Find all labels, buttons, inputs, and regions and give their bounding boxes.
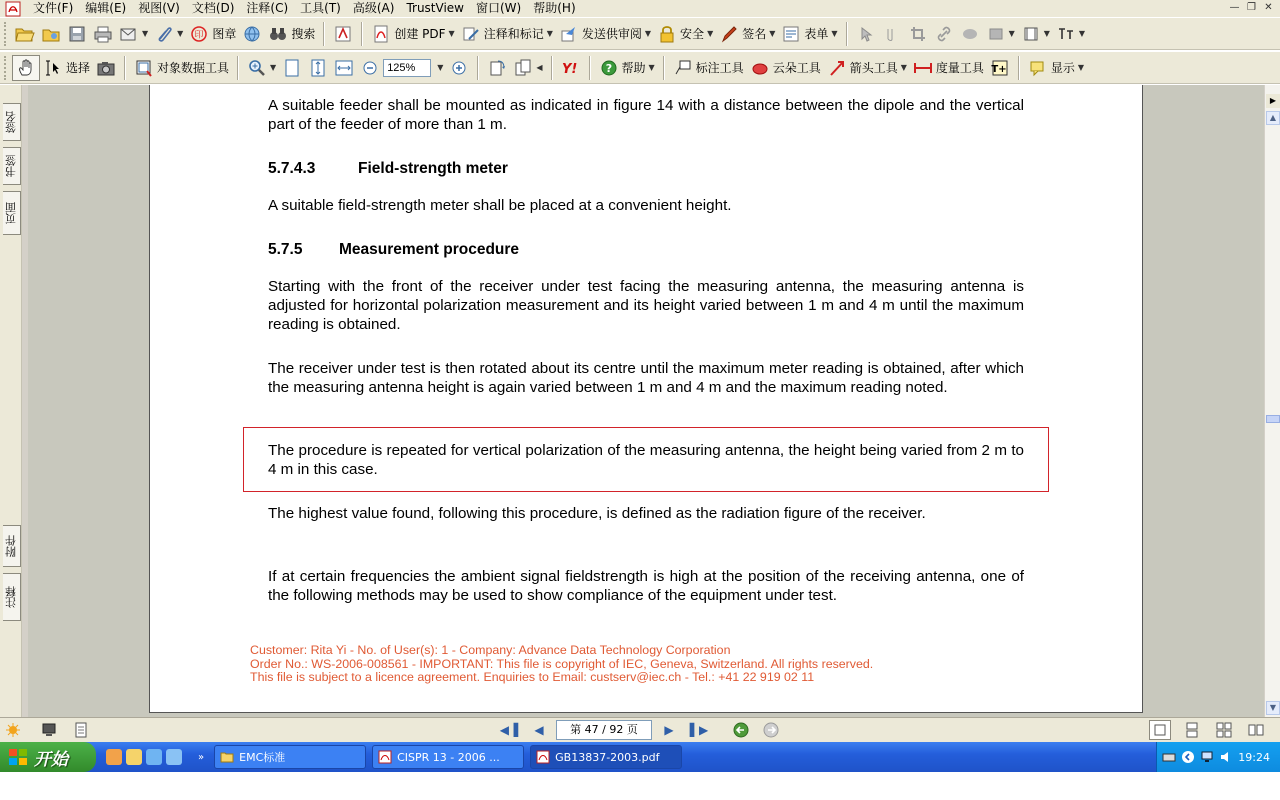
page-layout-button[interactable] [510, 55, 545, 81]
menu-advanced[interactable]: 高级(A) [352, 1, 395, 15]
secure-label: 安全 [680, 27, 705, 41]
toolbar-separator [846, 22, 848, 46]
collapse-panel-icon[interactable]: ▶ [1266, 94, 1280, 108]
attach-button[interactable] [151, 21, 186, 47]
tab-bookmarks[interactable]: 书签 [3, 147, 21, 185]
email-button[interactable] [116, 21, 151, 47]
comment-markup-icon [461, 24, 481, 44]
svg-text:印: 印 [194, 30, 204, 40]
heading-5-7-5 [268, 241, 519, 259]
document-properties-icon[interactable] [70, 720, 92, 740]
comment-markup-button[interactable] [458, 21, 556, 47]
monitor-icon[interactable] [38, 720, 60, 740]
menu-file[interactable]: 文件(F) [33, 1, 74, 15]
volume-icon[interactable] [1219, 750, 1233, 764]
object-data-button[interactable] [131, 55, 232, 81]
secure-button[interactable] [654, 21, 716, 47]
task-label: GB13837-2003.pdf [555, 750, 660, 764]
callout-label: 标注工具 [695, 61, 744, 75]
email-icon [119, 24, 139, 44]
svg-text:?: ? [605, 61, 612, 75]
internet-explorer-icon[interactable] [146, 749, 162, 765]
measure-tool-button[interactable] [910, 55, 987, 81]
rotate-page-icon [487, 58, 507, 78]
sign-button[interactable] [716, 21, 778, 47]
sign-label: 签名 [742, 27, 767, 41]
lock-icon [657, 24, 677, 44]
toolbar-grip[interactable] [4, 56, 8, 80]
select-text-button[interactable] [40, 55, 93, 81]
network-icon[interactable] [1200, 750, 1214, 764]
chevron-down-icon[interactable]: ▼ [831, 29, 838, 38]
tab-attachments[interactable]: 附件 [3, 525, 21, 567]
chevron-down-icon[interactable]: ▼ [1078, 29, 1086, 38]
chevron-down-icon[interactable]: ▼ [142, 29, 149, 38]
comment-markup-label: 注释和标记 [483, 27, 544, 41]
browser-icon[interactable] [166, 749, 182, 765]
save-disk-icon [67, 24, 87, 44]
heading-5-7-4-3 [268, 160, 508, 178]
tab-comments[interactable]: 注释 [3, 573, 21, 621]
yahoo-icon [561, 58, 581, 78]
fit-page-icon [308, 58, 328, 78]
minimize-icon[interactable]: — [1229, 2, 1240, 13]
heading-number: 5.7.5 [268, 241, 303, 258]
organizer-button[interactable] [38, 21, 64, 47]
chevron-down-icon[interactable]: ▼ [1077, 63, 1085, 72]
callout-tool-button[interactable] [670, 55, 747, 81]
pdf-icon [378, 750, 392, 764]
magnifier-icon [247, 58, 267, 78]
rotate-button[interactable] [484, 55, 510, 81]
go-forward-icon[interactable] [760, 720, 782, 740]
send-review-button[interactable] [556, 21, 654, 47]
paragraph-starting: Starting with the front of the receiver under test facing the measuring antenna, the measuring antenna is adjusted for horizontal polarization measurement and its height varied between 1 m and 4 m until the maximum reading is obtained. [268, 278, 1024, 333]
camera-icon [96, 58, 116, 78]
chevron-down-icon[interactable]: ▼ [177, 29, 184, 38]
text-field-icon [882, 24, 902, 44]
footer-line-order: Order No.: WS-2006-008561 - IMPORTANT: This file is copyright of IEC, Geneva, Switzerland. All rights reserved. [250, 656, 874, 671]
touchup-tool-button[interactable] [957, 21, 983, 47]
go-back-icon[interactable] [730, 720, 752, 740]
send-review-label: 发送供审阅 [581, 27, 642, 41]
chevron-down-icon[interactable]: ▼ [448, 29, 455, 38]
printer-icon [93, 24, 113, 44]
pages-icon [513, 58, 533, 78]
show-button[interactable] [1025, 55, 1087, 81]
windows-taskbar [0, 742, 1280, 772]
snapshot-button[interactable] [93, 55, 119, 81]
hand-icon [16, 58, 36, 78]
create-pdf-icon [371, 24, 391, 44]
heading-title: Measurement procedure [339, 241, 520, 258]
typewriter-icon [1056, 24, 1076, 44]
paragraph-rotate: The receiver under test is then rotated about its centre until the maximum meter reading is obtained, after which the measuring antenna height is again varied between 1 m and 4 m and the maximum reading noted. [268, 360, 1024, 396]
help-button[interactable] [596, 55, 658, 81]
fit-width-button[interactable] [331, 55, 357, 81]
menu-comments[interactable]: 注释(C) [246, 1, 289, 15]
toolbar-grip[interactable] [4, 22, 8, 46]
menu-tools[interactable]: 工具(T) [300, 1, 341, 15]
chevron-down-icon[interactable]: ▼ [644, 29, 652, 38]
globe-icon [242, 24, 262, 44]
paragraph-ambient-signal: If at certain frequencies the ambient signal fieldstrength is high at the position of the receiving antenna, one of the following methods may be used to show compliance of the equipment under test. [268, 568, 1024, 604]
quick-launch-overflow-icon[interactable]: » [198, 751, 205, 763]
open-folder-icon [15, 24, 35, 44]
create-pdf-label: 创建 PDF [394, 27, 446, 41]
toolbar-separator [477, 56, 479, 80]
accessibility-button[interactable] [330, 21, 356, 47]
chevron-down-icon[interactable]: ▼ [769, 29, 776, 38]
send-review-icon [559, 24, 579, 44]
toolbar-file [0, 17, 1280, 50]
document-viewport[interactable] [28, 85, 1264, 717]
single-page-view-icon[interactable] [1149, 720, 1171, 740]
svg-text:Y!: Y! [561, 61, 577, 76]
clock[interactable]: 19:24 [1238, 750, 1270, 764]
search-button[interactable] [265, 21, 318, 47]
scroll-up-icon[interactable]: ▲ [1266, 111, 1280, 125]
page-icon [282, 58, 302, 78]
menu-document[interactable]: 文档(D) [191, 1, 235, 15]
keyboard-icon[interactable] [1162, 750, 1176, 764]
navigation-pane [0, 85, 22, 717]
hand-tool-button[interactable] [12, 55, 40, 81]
chevron-down-icon: ▼ [437, 63, 444, 72]
system-tray [1156, 742, 1280, 772]
object-data-icon [134, 58, 154, 78]
pdf-icon [536, 750, 550, 764]
toolbar-separator [124, 56, 126, 80]
toolbar-separator [323, 22, 325, 46]
footer-line-customer: Customer: Rita Yi - No. of User(s): 1 - Company: Advance Data Technology Corporation [250, 643, 731, 657]
toolbar-separator [361, 22, 363, 46]
web-button[interactable] [239, 21, 265, 47]
tab-pages[interactable]: 页面 [3, 191, 21, 235]
heading-title: Field-strength meter [358, 160, 508, 177]
show-comments-icon [1028, 58, 1048, 78]
arrow-pointer-icon [856, 24, 876, 44]
ruler-icon [913, 58, 933, 78]
license-footer [250, 644, 873, 685]
stamp-label: 图章 [212, 27, 237, 41]
continuous-facing-view-icon[interactable] [1213, 720, 1235, 740]
plus-circle-icon [449, 58, 469, 78]
rectangle-tool-button[interactable] [983, 21, 1018, 47]
start-button[interactable] [0, 742, 96, 772]
text-box-tool-button[interactable] [987, 55, 1013, 81]
stamp-icon [189, 24, 209, 44]
binoculars-icon [268, 24, 288, 44]
menu-trustview[interactable]: TrustView [406, 1, 464, 15]
object-data-label: 对象数据工具 [157, 61, 230, 75]
paragraph-vertical-polarization: The procedure is repeated for vertical polarization of the measuring antenna, the height being varied from 2 m to 4 m in this case. [268, 442, 1024, 478]
crop-icon [908, 24, 928, 44]
last-page-button[interactable]: ▌▶ [689, 723, 709, 737]
fit-width-icon [334, 58, 354, 78]
select-label: 选择 [66, 61, 91, 75]
next-page-button[interactable]: ▶ [664, 723, 674, 737]
page-number-input[interactable]: 第 47 / 92 页 [556, 720, 652, 740]
crop-tool-button[interactable] [905, 21, 931, 47]
zoom-dropdown[interactable] [431, 55, 446, 81]
folder-icon [220, 750, 234, 764]
task-cispr-pdf[interactable] [372, 745, 524, 769]
print-button[interactable] [90, 21, 116, 47]
menu-help[interactable]: 帮助(H) [533, 1, 576, 15]
search-label: 搜索 [291, 27, 316, 41]
task-gb13837-pdf[interactable] [530, 745, 682, 769]
toolbar-separator [1018, 56, 1020, 80]
forms-button[interactable] [778, 21, 840, 47]
link-tool-button[interactable] [931, 21, 957, 47]
paragraph-field-strength-meter: A suitable field-strength meter shall be placed at a convenient height. [268, 197, 732, 214]
menu-bar [0, 0, 1280, 17]
pdf-page [149, 85, 1143, 713]
scrollbar-thumb[interactable] [1266, 415, 1280, 423]
task-label: EMC标准 [239, 751, 286, 764]
chevron-down-icon[interactable]: ▼ [546, 29, 553, 38]
tab-signatures[interactable]: 签名 [3, 103, 21, 141]
close-icon[interactable]: ✕ [1264, 2, 1273, 13]
facing-view-icon[interactable] [1245, 720, 1267, 740]
cloud-icon [750, 58, 770, 78]
stamp-button[interactable] [186, 21, 239, 47]
text-field-tool-button[interactable] [879, 21, 905, 47]
text-cursor-icon [43, 58, 63, 78]
minus-circle-icon [360, 58, 380, 78]
heading-number: 5.7.4.3 [268, 160, 316, 177]
acrobat-app-icon[interactable] [5, 1, 21, 17]
zoom-level-input[interactable] [383, 59, 431, 77]
status-bar [0, 717, 1280, 742]
chevron-down-icon[interactable]: ▼ [1008, 29, 1015, 38]
forms-label: 表单 [804, 27, 829, 41]
vertical-scrollbar[interactable] [1264, 85, 1280, 717]
tray-expand-icon[interactable] [1181, 750, 1195, 764]
show-label: 显示 [1050, 61, 1075, 75]
touchup-icon [960, 24, 980, 44]
zoom-in-tool-button[interactable] [244, 55, 279, 81]
organizer-icon [41, 24, 61, 44]
paperclip-icon [154, 24, 174, 44]
toolbar-separator [551, 56, 553, 80]
scroll-down-icon[interactable]: ▼ [1266, 701, 1280, 715]
film-tool-button[interactable] [1018, 21, 1053, 47]
chevron-down-icon[interactable]: ▼ [1043, 29, 1050, 38]
task-label: CISPR 13 - 2006 ... [397, 750, 500, 764]
task-emc-folder[interactable] [214, 745, 366, 769]
screen-bottom-margin [0, 772, 1280, 800]
yahoo-button[interactable] [558, 55, 584, 81]
actual-size-button[interactable] [279, 55, 305, 81]
paragraph-feeder: A suitable feeder shall be mounted as indicated in figure 14 with a distance between the dipole and the vertical part of the feeder of more than 1 m. [268, 97, 1024, 133]
explorer-folder-icon[interactable] [126, 749, 142, 765]
quick-launch [106, 749, 204, 765]
footer-line-licence: This file is subject to a licence agreement. Enquiries to Email: custserv@iec.ch - Tel.: +41 22 919 02 11 [250, 670, 815, 685]
chevron-down-icon[interactable]: ▼ [707, 29, 714, 38]
continuous-view-icon[interactable] [1181, 720, 1203, 740]
chevron-left-icon[interactable]: ◀ [536, 63, 543, 72]
toolbar-separator [589, 56, 591, 80]
help-icon [599, 58, 619, 78]
cloud-label: 云朵工具 [772, 61, 821, 75]
restore-icon[interactable]: ❐ [1247, 2, 1256, 13]
menu-edit[interactable]: 编辑(E) [85, 1, 127, 15]
menu-window[interactable]: 窗口(W) [476, 1, 522, 15]
film-icon [1021, 24, 1041, 44]
zoom-in-button[interactable] [446, 55, 472, 81]
toolbar-separator [237, 56, 239, 80]
arrow-tool-button[interactable] [824, 55, 910, 81]
help-label: 帮助 [621, 61, 646, 75]
open-button[interactable] [12, 21, 38, 47]
pen-icon [719, 24, 739, 44]
text-box-icon [990, 58, 1010, 78]
chevron-down-icon[interactable]: ▼ [900, 63, 907, 72]
toolbar-tools [0, 51, 1280, 84]
previous-page-button[interactable]: ◀ [534, 723, 544, 737]
arrow-label: 箭头工具 [849, 61, 898, 75]
document-window-controls [1227, 1, 1276, 15]
accessibility-icon [333, 24, 353, 44]
windows-logo-icon [8, 748, 28, 766]
menu-view[interactable]: 视图(V) [138, 1, 180, 15]
arrow-icon [827, 58, 847, 78]
link-icon [934, 24, 954, 44]
toolbar-separator [663, 56, 665, 80]
svg-text:T+: T+ [991, 63, 1007, 75]
paragraph-highest-value: The highest value found, following this procedure, is defined as the radiation figure of the receiver. [268, 505, 926, 522]
fit-page-button[interactable] [305, 55, 331, 81]
cloud-tool-button[interactable] [747, 55, 824, 81]
zoom-out-button[interactable] [357, 55, 383, 81]
rectangle-icon [986, 24, 1006, 44]
measure-label: 度量工具 [935, 61, 984, 75]
typewriter-tool-button[interactable] [1053, 21, 1088, 47]
save-button[interactable] [64, 21, 90, 47]
first-page-button[interactable]: ◀▐ [499, 723, 519, 737]
select-object-button[interactable] [853, 21, 879, 47]
start-label: 开始 [34, 749, 68, 770]
options-icon[interactable] [2, 720, 24, 740]
outlook-icon[interactable] [106, 749, 122, 765]
chevron-down-icon[interactable]: ▼ [648, 63, 655, 72]
callout-icon [673, 58, 693, 78]
chevron-down-icon[interactable]: ▼ [270, 63, 277, 72]
form-icon [781, 24, 801, 44]
create-pdf-button[interactable] [368, 21, 457, 47]
